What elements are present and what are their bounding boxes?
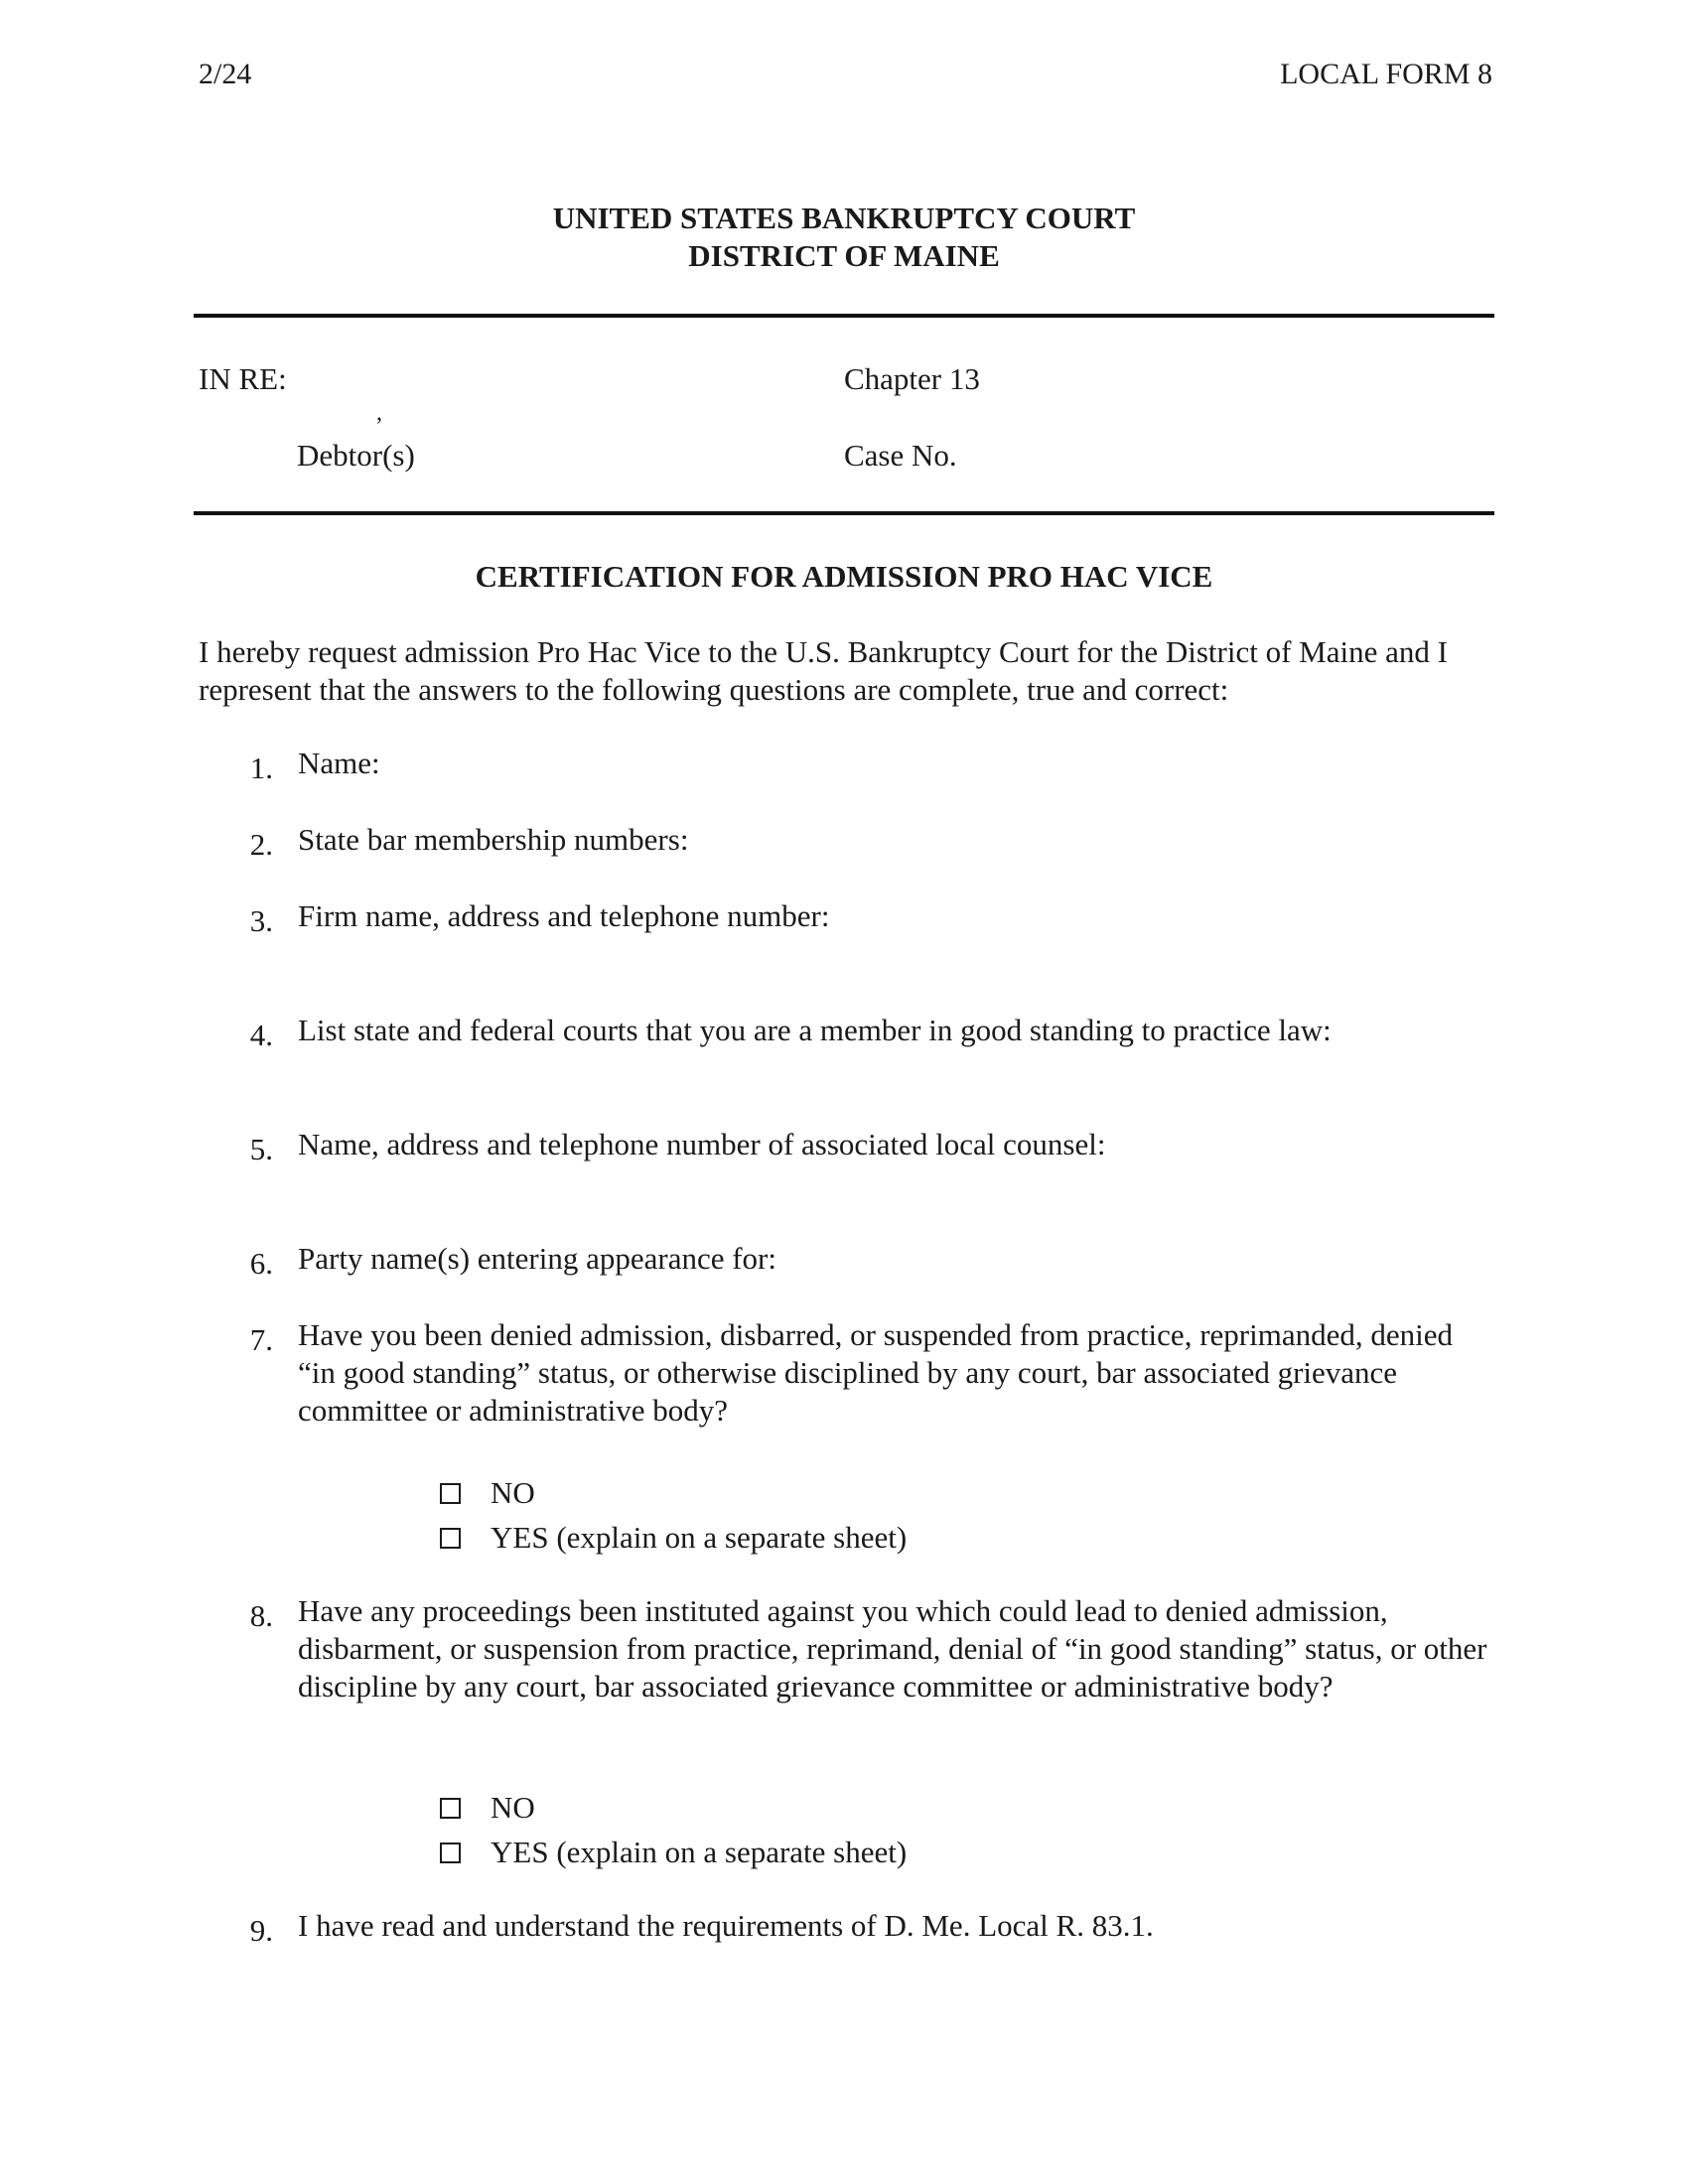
question-number: 5. bbox=[249, 1132, 273, 1166]
case-number-label: Case No. bbox=[844, 438, 957, 473]
question-text: Name, address and telephone number of associated local counsel: bbox=[298, 1127, 1106, 1161]
question-text: Have any proceedings been instituted against you which could lead to denied admission, disbarment, or suspension from practice, reprimand, denial of “in good standing” status, or other discipline by any court, bar associated grievance committee or administrative body? bbox=[298, 1593, 1487, 1704]
question-number: 1. bbox=[249, 751, 273, 785]
chapter-label: Chapter 13 bbox=[844, 361, 980, 396]
checkbox[interactable] bbox=[440, 1483, 461, 1504]
answer-option-yes[interactable] bbox=[440, 1522, 907, 1553]
form-date-code: 2/24 bbox=[199, 58, 252, 90]
question-text: Firm name, address and telephone number: bbox=[298, 898, 830, 933]
question-text: List state and federal courts that you are a member in good standing to practice law: bbox=[298, 1013, 1332, 1047]
question-number: 7. bbox=[249, 1322, 273, 1357]
court-name: UNITED STATES BANKRUPTCY COURT bbox=[552, 201, 1136, 235]
in-re-label: IN RE: bbox=[199, 361, 287, 396]
question-text: Party name(s) entering appearance for: bbox=[298, 1241, 776, 1276]
form-identifier: LOCAL FORM 8 bbox=[1280, 58, 1492, 90]
caption-top-rule bbox=[194, 314, 1494, 318]
question-text: I have read and understand the requirements of D. Me. Local R. 83.1. bbox=[298, 1908, 1154, 1943]
checkbox[interactable] bbox=[440, 1843, 461, 1863]
question-number: 6. bbox=[249, 1246, 273, 1281]
caption-bottom-rule bbox=[194, 511, 1494, 515]
question-text: State bar membership numbers: bbox=[298, 822, 689, 857]
question-text: Have you been denied admission, disbarred, or suspended from practice, reprimanded, denied “in good standing” status, or otherwise disciplined by any court, bar associated grievance committee or administrative body? bbox=[298, 1317, 1453, 1428]
answer-option-no[interactable] bbox=[440, 1477, 535, 1508]
question-text: Name: bbox=[298, 746, 380, 780]
option-label: YES (explain on a separate sheet) bbox=[491, 1520, 908, 1555]
intro-paragraph: I hereby request admission Pro Hac Vice to the U.S. Bankruptcy Court for the District of Maine and I represent that the answers to the following questions are complete, true and correct: bbox=[199, 634, 1448, 707]
question-number: 9. bbox=[249, 1913, 273, 1948]
debtor-label: Debtor(s) bbox=[297, 438, 415, 473]
court-district: DISTRICT OF MAINE bbox=[688, 238, 1000, 273]
checkbox[interactable] bbox=[440, 1528, 461, 1549]
debtor-comma: , bbox=[376, 400, 382, 426]
answer-option-no[interactable] bbox=[440, 1792, 535, 1823]
option-label: NO bbox=[491, 1790, 535, 1825]
question-number: 4. bbox=[249, 1018, 273, 1052]
answer-option-yes[interactable] bbox=[440, 1837, 907, 1867]
option-label: YES (explain on a separate sheet) bbox=[491, 1835, 908, 1869]
checkbox[interactable] bbox=[440, 1798, 461, 1819]
question-number: 3. bbox=[249, 903, 273, 938]
document-title: CERTIFICATION FOR ADMISSION PRO HAC VICE bbox=[475, 559, 1213, 594]
option-label: NO bbox=[491, 1475, 535, 1510]
question-number: 2. bbox=[249, 827, 273, 862]
question-number: 8. bbox=[249, 1598, 273, 1633]
